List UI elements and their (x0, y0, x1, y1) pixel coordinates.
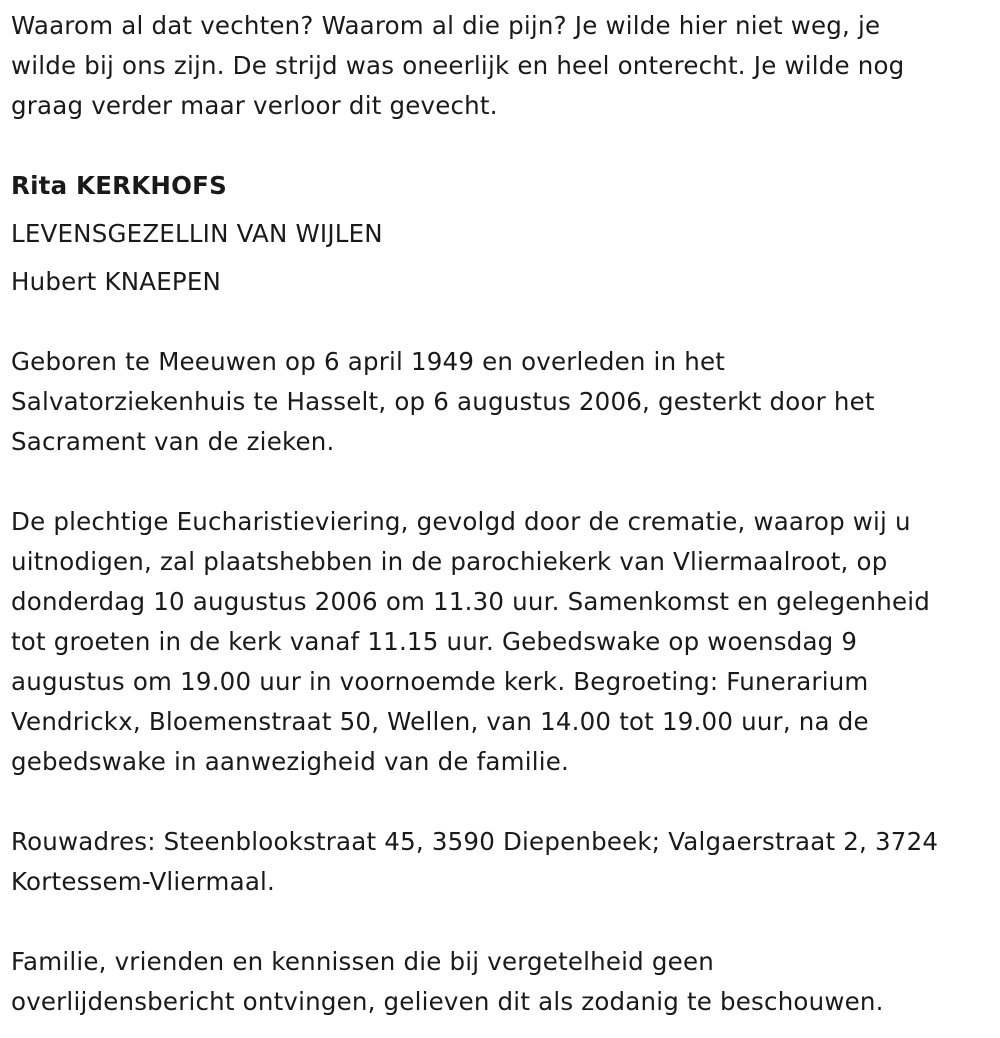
intro-line: Waarom al dat vechten? Waarom al die pijn? Je wilde hier niet weg, je (11, 11, 881, 40)
ceremony-line: tot groeten in de kerk vanaf 11.15 uur. Gebedswake op woensdag 9 (11, 627, 858, 656)
closing-line: Familie, vrienden en kennissen die bij vergetelheid geen (11, 947, 714, 976)
address-line: Rouwadres: Steenblookstraat 45, 3590 Diepenbeek; Valgaerstraat 2, 3724 (11, 827, 939, 856)
ceremony-line: donderdag 10 augustus 2006 om 11.30 uur. Samenkomst en gelegenheid (11, 587, 931, 616)
deceased-relation: LEVENSGEZELLIN VAN WIJLEN (11, 219, 383, 248)
ceremony-line: Vendrickx, Bloemenstraat 50, Wellen, van 14.00 tot 19.00 uur, na de (11, 707, 869, 736)
ceremony-paragraph (11, 502, 1000, 782)
ceremony-line: De plechtige Eucharistieviering, gevolgd door de crematie, waarop wij u (11, 507, 911, 536)
birth-death-line: Geboren te Meeuwen op 6 april 1949 en overleden in het (11, 347, 726, 376)
deceased-block (11, 166, 1000, 302)
address-paragraph (11, 822, 1000, 902)
birth-death-line: Salvatorziekenhuis te Hasselt, op 6 augustus 2006, gesterkt door het (11, 387, 875, 416)
deceased-name: Rita KERKHOFS (11, 171, 227, 200)
intro-line: graag verder maar verloor dit gevecht. (11, 91, 498, 120)
intro-paragraph (11, 6, 1000, 126)
birth-death-paragraph (11, 342, 1000, 462)
address-line: Kortessem-Vliermaal. (11, 867, 276, 896)
closing-paragraph (11, 942, 1000, 1022)
birth-death-line: Sacrament van de zieken. (11, 427, 335, 456)
ceremony-line: gebedswake in aanwezigheid van de familie. (11, 747, 569, 776)
intro-line: wilde bij ons zijn. De strijd was oneerlijk en heel onterecht. Je wilde nog (11, 51, 905, 80)
ceremony-line: uitnodigen, zal plaatshebben in de parochiekerk van Vliermaalroot, op (11, 547, 888, 576)
closing-line: overlijdensbericht ontvingen, gelieven dit als zodanig te beschouwen. (11, 987, 884, 1016)
partner-name: Hubert KNAEPEN (11, 267, 222, 296)
ceremony-line: augustus om 19.00 uur in voornoemde kerk. Begroeting: Funerarium (11, 667, 869, 696)
